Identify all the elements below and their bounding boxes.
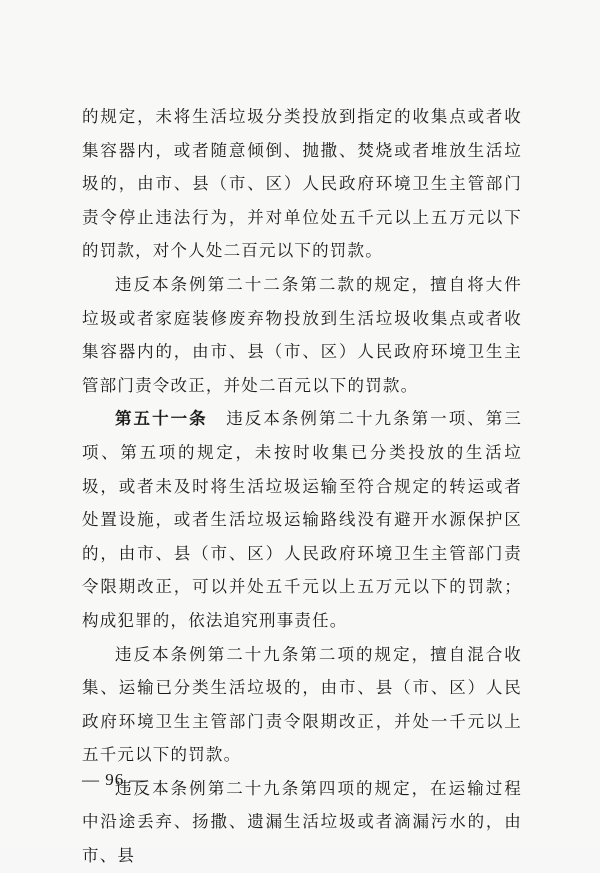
paragraph-article-50-clause-2 — [82, 268, 522, 402]
paragraph-text: 违反本条例第二十二条第二款的规定，擅自将大件垃圾或者家庭装修废弃物投放到生活垃圾收集点或者收集容器内的，由市、县（市、区）人民政府环境卫生主管部门责令改正，并处二百元以下的罚款。 — [82, 274, 522, 395]
page-number: — 96 — — [82, 770, 148, 789]
article-heading: 第五十一条 — [115, 409, 208, 429]
article-body: 违反本条例第二十九条第一项、第三项、第五项的规定，未按时收集已分类投放的生活垃圾，或者未及时将生活垃圾运输至符合规定的转运或者处置设施，或者生活垃圾运输路线没有避开水源保护区的，由市、县（市、区）人民政府环境卫生主管部门责令限期改正，可以并处五千元以上五万元以下的罚款；构成犯罪的，依法追究刑事责任。 — [82, 409, 523, 630]
paragraph-text: 违反本条例第二十九条第四项的规定，在运输过程中沿途丢弃、扬撒、遗漏生活垃圾或者滴漏污水的，由市、县 — [82, 778, 522, 866]
paragraph-article-51 — [82, 402, 522, 637]
paragraph-article-51-clause-2 — [82, 638, 522, 772]
body-text — [82, 100, 522, 873]
paragraph-continuation — [82, 100, 522, 268]
paragraph-article-51-clause-3 — [82, 772, 522, 873]
paragraph-text — [82, 409, 522, 630]
paragraph-text: 违反本条例第二十九条第二项的规定，擅自混合收集、运输已分类生活垃圾的，由市、县（市、区）人民政府环境卫生主管部门责令限期改正，并处一千元以上五千元以下的罚款。 — [82, 644, 522, 765]
paragraph-text: 的规定，未将生活垃圾分类投放到指定的收集点或者收集容器内，或者随意倾倒、抛撒、焚烧或者堆放生活垃圾的，由市、县（市、区）人民政府环境卫生主管部门责令停止违法行为，并对单位处五千元以上五万元以下的罚款，对个人处二百元以下的罚款。 — [82, 107, 522, 261]
